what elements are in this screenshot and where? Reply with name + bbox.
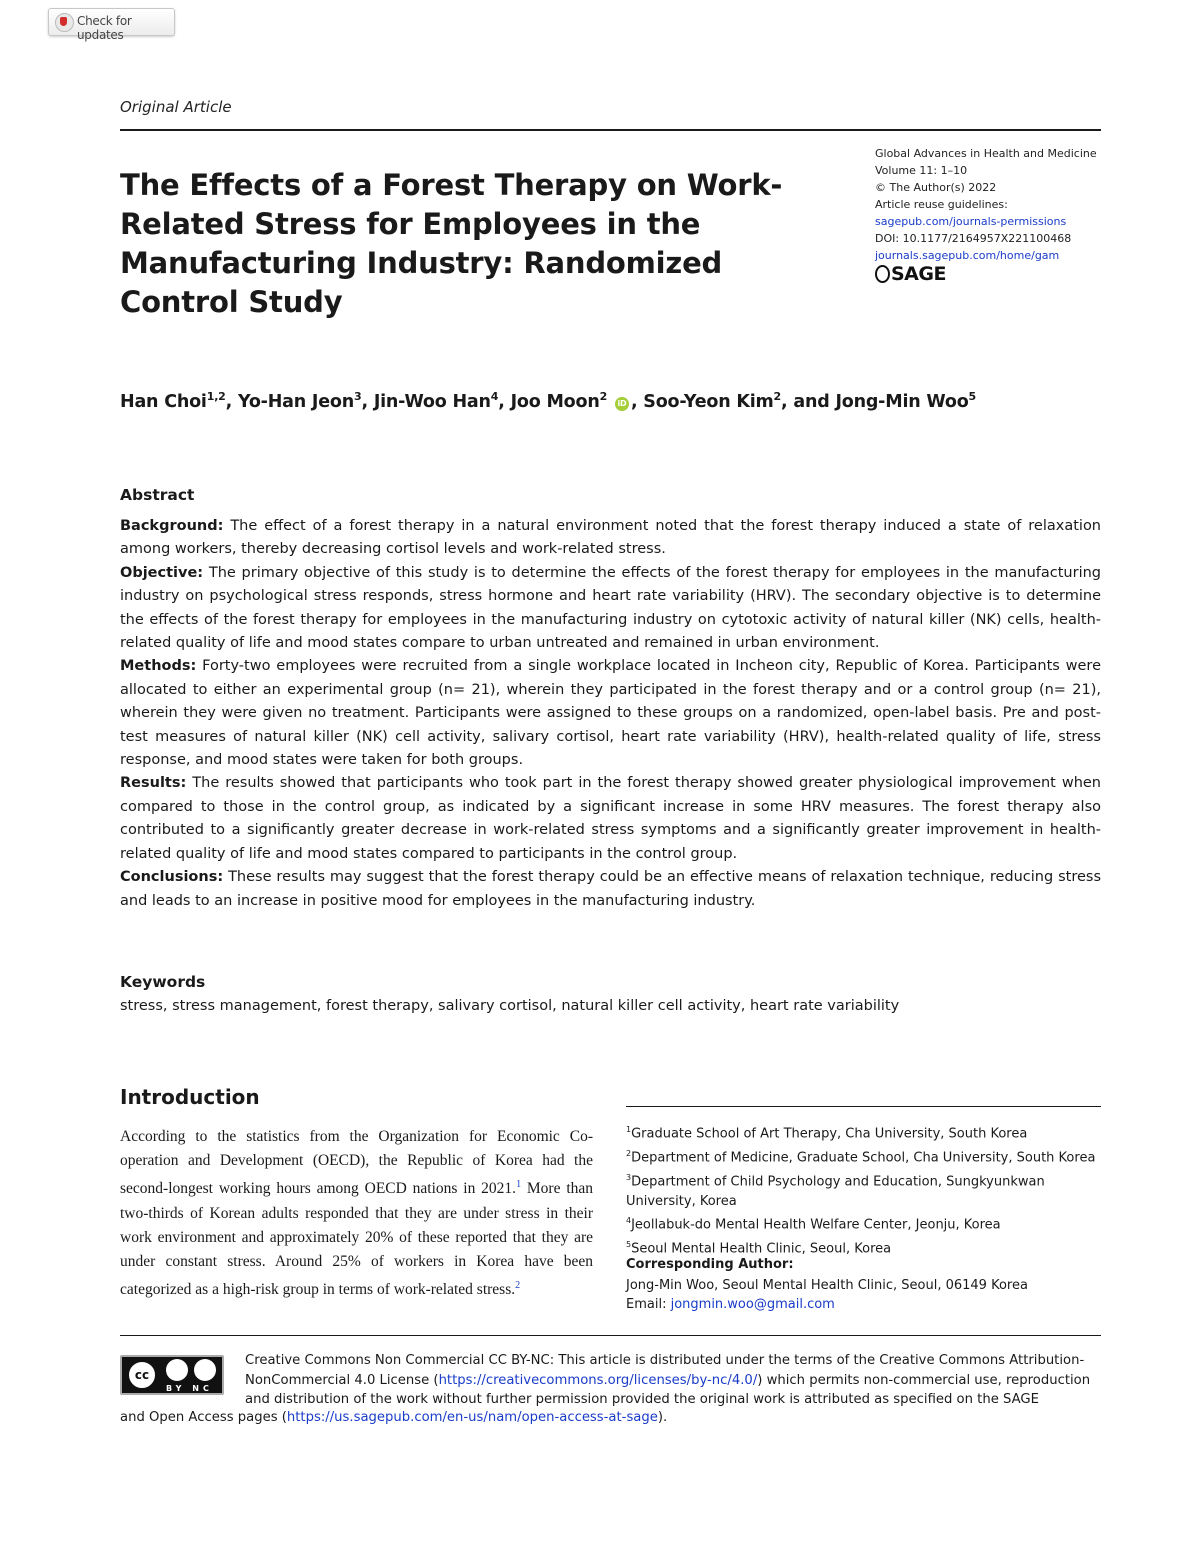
abstract-body (120, 515, 1101, 913)
abstract-background: Background: The effect of a forest therapy in a natural environment noted that the forest therapy induced a state of relaxation among workers, thereby decreasing cortisol levels and work-related stress. (120, 518, 1101, 558)
abstract-heading: Abstract (120, 486, 195, 504)
sage-logo: SAGE (875, 263, 946, 285)
journal-name: Global Advances in Health and Medicine (875, 147, 1097, 160)
affiliation-item: $^2$Department of Medicine, Graduate School, Cha University, South Korea (626, 1148, 1096, 1166)
corresponding-author: Jong-Min Woo, Seoul Mental Health Clinic, Seoul, 06149 Korea Email: jongmin.woo@gmail.com (626, 1278, 1028, 1312)
attribution-icon (166, 1359, 188, 1381)
cc-by-nc-logo[interactable]: cc BY NC (120, 1355, 224, 1395)
open-access-link[interactable]: https://us.sagepub.com/en-us/nam/open-access-at-sage (286, 1410, 658, 1425)
abstract-results: Results: The results showed that participants who took part in the forest therapy showed greater physiological improvement when compared to those in the control group, as indicated by a significant increase in some HRV measures. The forest therapy also contributed to a significantly greater decrease in work-related stress symptoms and a significantly greater improvement in health-related quality of life and mood states compared to participants in the control group. (120, 775, 1101, 862)
author-affiliation: 2 (773, 390, 782, 403)
copyright: © The Author(s) 2022 (875, 181, 997, 194)
email-link[interactable]: jongmin.woo@gmail.com (670, 1297, 835, 1312)
journal-info (875, 145, 1115, 264)
author-affiliation: 4 (490, 390, 499, 403)
affiliations (626, 1120, 1106, 1259)
keywords-list: stress, stress management, forest therapy, salivary cortisol, natural killer cell activity, heart rate variability (120, 998, 900, 1014)
crossmark-icon (55, 13, 74, 32)
affiliation-item: $^5$Seoul Mental Health Clinic, Seoul, Korea (626, 1240, 892, 1257)
affiliation-item: $^4$Jeollabuk-do Mental Health Welfare Center, Jeonju, Korea (626, 1216, 1001, 1233)
journal-volume: Volume 11: 1–10 (875, 164, 968, 177)
author-name: Joo Moon (510, 391, 600, 412)
corresponding-author-heading: Corresponding Author: (626, 1257, 794, 1272)
noncommercial-icon (194, 1359, 216, 1381)
abstract-conclusions: Conclusions: These results may suggest that the forest therapy could be an effective means of relaxation technique, reducing stress and leads to an increase in positive mood for employees in the manufacturing industry. (120, 869, 1102, 909)
license-text: Creative Commons Non Commercial CC BY-NC: This article is distributed under the terms of the Creative Commons Attribution-NonCommercial 4.0 License (https://creativecommons.org/licenses/by-nc/4.0/) which permits non-commercial use, reproduction and distribution of the work without further permission provided the original work is attributed as specified on the SAGE (245, 1353, 1091, 1407)
corresponding-address: Jong-Min Woo, Seoul Mental Health Clinic, Seoul, 06149 Korea (626, 1278, 1028, 1293)
author-name: Soo-Yeon Kim (643, 391, 774, 412)
abstract-methods: Methods: Forty-two employees were recruited from a single workplace located in Incheon city, Republic of Korea. Participants were allocated to either an experimental group (n= 21), wherein they participated in the forest therapy and or a control group (n= 21), wherein they were given no treatment. Participants were assigned to these groups on a randomized, open-label basis. Pre and post-test measures of natural killer (NK) cell activity, salivary cortisol, heart rate variability (HRV), health-related quality of life, stress response, and mood states were taken for both groups. (120, 658, 1102, 769)
article-title: The Effects of a Forest Therapy on Work-Related Stress for Employees in the Manufacturing Industry: Randomized Control Study (120, 168, 783, 319)
author-affiliation: 1,2 (206, 390, 226, 403)
author-name: Jin-Woo Han (373, 391, 491, 412)
author-name: Jong-Min Woo (835, 391, 969, 412)
license-text-cont: and Open Access pages (https://us.sagepub.com/en-us/nam/open-access-at-sage). (120, 1410, 668, 1425)
citation-link[interactable]: 2 (515, 1280, 521, 1292)
introduction-body: According to the statistics from the Organization for Economic Co-operation and Development (OECD), the Republic of Korea had the second-longest working hours among OECD nations in 2021.$^1$ More than two-thirds of Korean adults responded that they are under stress in their work environment and approximately 20% of these reported that they are under constant stress. Around 25% of workers in Korea have been categorized as a high-risk group in terms of work-related stress.$^2$ (120, 1128, 594, 1299)
article-type: Original Article (120, 98, 232, 116)
author-affiliation: 2 (599, 390, 608, 403)
license-divider (120, 1335, 1101, 1336)
orcid-icon[interactable]: iD (615, 397, 629, 411)
cc-icon: cc (127, 1360, 157, 1390)
reuse-permissions-link[interactable]: sagepub.com/journals-permissions (875, 215, 1067, 228)
abstract-objective: Objective: The primary objective of this study is to determine the effects of the forest therapy for employees in the manufacturing industry on psychological stress responds, stress hormone and heart rate variability (HRV). The secondary objective is to determine the effects of the forest therapy for employees in the manufacturing industry on cytotoxic activity of natural killer (NK) cells, health-related quality of life and mood states compare to urban untreated and remained in urban environment. (120, 564, 1101, 652)
affiliations-divider (626, 1106, 1101, 1107)
introduction-heading: Introduction (120, 1085, 260, 1109)
affiliation-item: $^3$Department of Child Psychology and Education, Sungkyunkwan University, Korea (626, 1172, 1045, 1209)
citation-link[interactable]: 1 (516, 1179, 522, 1191)
affiliation-item: $^1$Graduate School of Art Therapy, Cha University, South Korea (626, 1125, 1028, 1142)
author-affiliation: 3 (354, 390, 362, 403)
doi: DOI: 10.1177/2164957X221100468 (875, 232, 1072, 245)
check-for-updates-button[interactable] (48, 8, 175, 42)
author-list: Han Choi$^{1,2}$, Yo-Han Jeon$^3$, Jin-Woo Han$^4$, Joo Moon$^2$ iD , Soo-Yeon Kim$^2$, and Jong-Min Woo$^5$ (120, 390, 976, 412)
author-name: Yo-Han Jeon (237, 391, 354, 412)
license-link[interactable]: https://creativecommons.org/licenses/by-nc/4.0/ (438, 1372, 758, 1388)
journal-homepage-link[interactable]: journals.sagepub.com/home/gam (875, 249, 1060, 262)
keywords-heading: Keywords (120, 973, 206, 991)
author-affiliation: 5 (968, 390, 976, 403)
reuse-label: Article reuse guidelines: (875, 198, 1008, 211)
author-name: Han Choi (120, 391, 207, 412)
check-for-updates-label: Check for updates (77, 14, 132, 42)
header-divider (120, 129, 1101, 131)
